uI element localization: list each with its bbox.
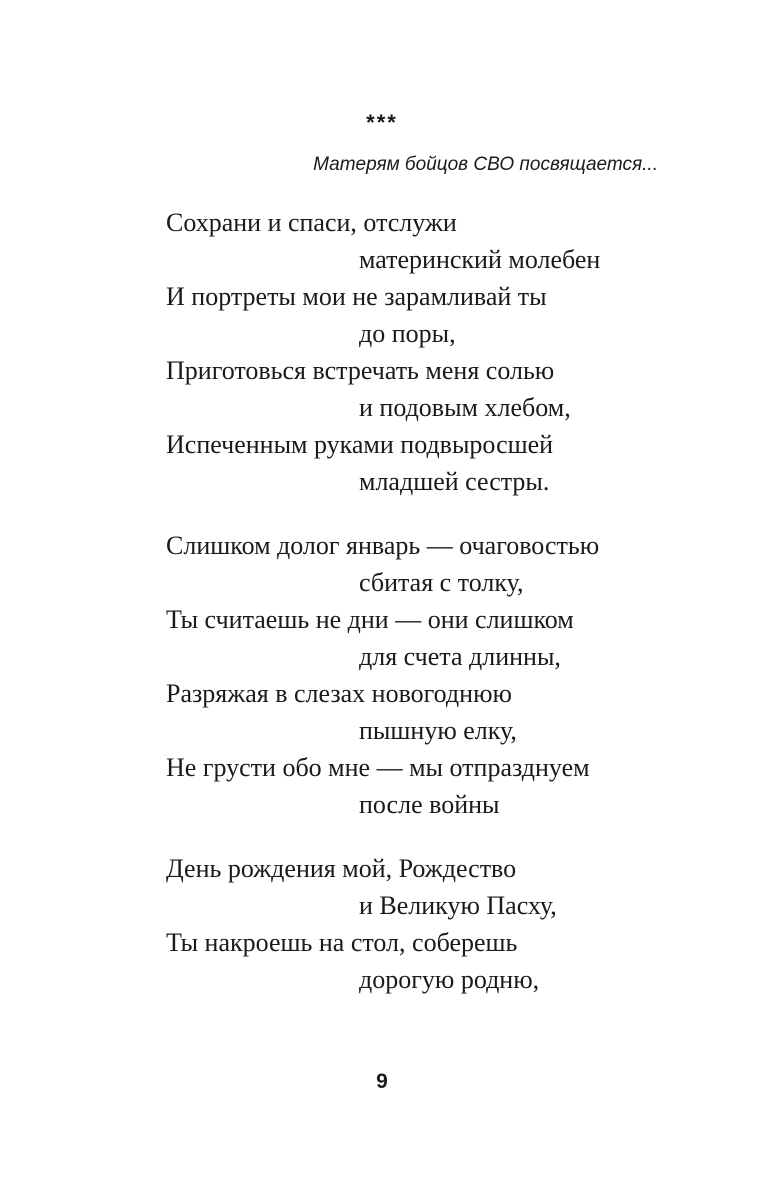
poem-line: младшей сестры. xyxy=(359,467,550,496)
poem-line: и подовым хлебом, xyxy=(359,393,571,422)
poem-line: Слишком долог январь — очаговостью xyxy=(166,531,600,560)
poem-line: Ты накроешь на стол, соберешь xyxy=(166,928,518,957)
dedication: Матерям бойцов СВО посвящается... xyxy=(313,154,658,175)
poem-line: День рождения мой, Рождество xyxy=(166,854,517,883)
stanza-3 xyxy=(166,850,746,998)
poem-line: Ты считаешь не дни — они слишком xyxy=(166,605,574,634)
poem-line: дорогую родню, xyxy=(359,965,540,994)
poem-line: после войны xyxy=(359,790,500,819)
stanza-1 xyxy=(166,204,746,500)
page-number: 9 xyxy=(376,1070,388,1093)
poem xyxy=(166,204,746,1025)
poem-line: Испеченным руками подвыросшей xyxy=(166,430,554,459)
poem-line: материнский молебен xyxy=(359,245,601,274)
poem-line: сбитая с толку, xyxy=(359,568,524,597)
poem-line: для счета длинны, xyxy=(359,642,561,671)
poem-line: Разряжая в слезах новогоднюю xyxy=(166,679,512,708)
poem-line: Сохрани и спаси, отслужи xyxy=(166,208,457,237)
section-stars: *** xyxy=(366,110,398,135)
poem-line: И портреты мои не зарамливай ты xyxy=(166,282,547,311)
poem-line: пышную елку, xyxy=(359,716,517,745)
poem-line: до поры, xyxy=(359,319,456,348)
poem-line: Не грусти обо мне — мы отпразднуем xyxy=(166,753,590,782)
stanza-2 xyxy=(166,527,746,823)
poem-line: Приготовься встречать меня солью xyxy=(166,356,555,385)
poem-line: и Великую Пасху, xyxy=(359,891,557,920)
